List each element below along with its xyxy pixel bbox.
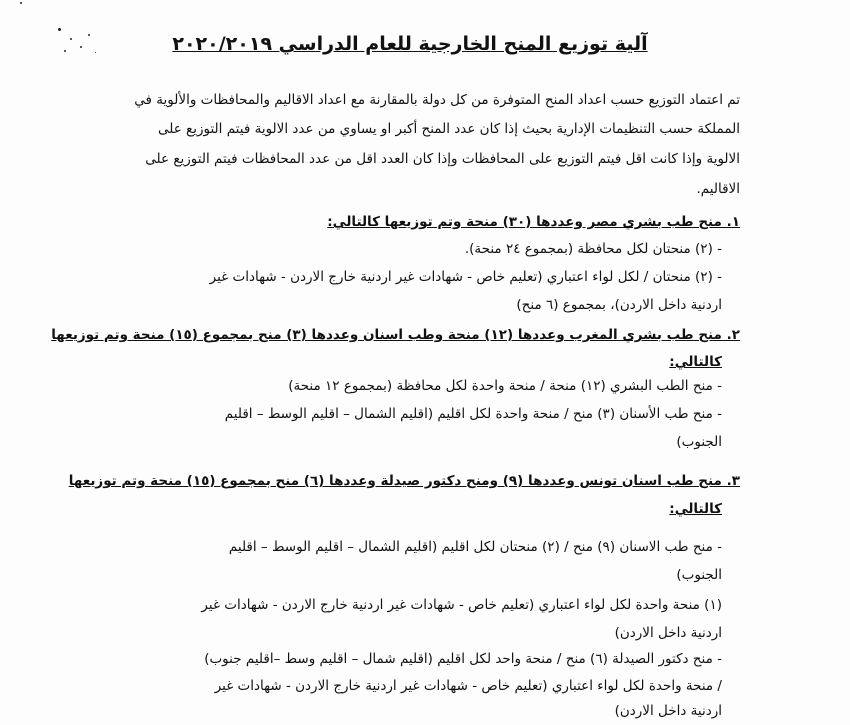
- section-3-heading: كالتالي:: [669, 501, 722, 517]
- section-2-heading: كالتالي:: [669, 354, 722, 370]
- intro-line: المملكة حسب التنظيمات الإدارية بحيث إذا كان عدد المنح أكبر او يساوي من عدد الالوية فيتم التوزيع على: [157, 121, 740, 137]
- section-3-item: الجنوب): [676, 567, 722, 583]
- section-3-item: - منح طب الاسنان (٩) منح / (٢) منحتان لكل اقليم (اقليم الشمال – اقليم الوسط – اقليم: [228, 539, 722, 555]
- section-2-heading: ٢. منح طب بشري المغرب وعددها (١٢) منحة وطب اسنان وعددها (٣) منح بمجموع (١٥) منحة وتم توزيعها: [51, 327, 740, 343]
- scan-speck: [20, 2, 22, 4]
- section-1-item: - (٢) منحتان / لكل لواء اعتباري (تعليم خاص - شهادات غير اردنية خارج الاردن - شهادات غير: [209, 269, 722, 285]
- section-2-item: - منح الطب البشري (١٢) منحة / منحة واحدة لكل محافظة (بمجموع ١٢ منحة): [288, 378, 722, 394]
- section-3-item: - منح دكتور الصيدلة (٦) منح / منحة واحد لكل اقليم (اقليم شمال – اقليم وسط –اقليم جنوب): [204, 651, 722, 667]
- intro-line: الاقاليم.: [696, 181, 740, 197]
- section-1-item: اردنية داخل الاردن)، بمجموع (٦ منح): [516, 297, 722, 313]
- section-1-item: - (٢) منحتان لكل محافظة (بمجموع ٢٤ منحة).: [464, 241, 722, 257]
- scan-speck: [70, 38, 72, 40]
- document-title: آلية توزيع المنح الخارجية للعام الدراسي ٢٠٢٠/٢٠١٩: [172, 33, 648, 55]
- section-3-heading: ٣. منح طب اسنان تونس وعددها (٩) ومنح دكتور صيدلة وعددها (٦) منح بمجموع (١٥) منحة وتم توزيعها: [68, 473, 740, 489]
- intro-line: الالوية وإذا كانت اقل فيتم التوزيع على المحافظات وإذا كان العدد اقل من عدد المحافظات فيتم التوزيع على: [145, 151, 740, 167]
- intro-line: تم اعتماد التوزيع حسب اعداد المنح المتوفرة من كل دولة بالمقارنة مع اعداد الاقاليم والمحافظات والألوية في: [134, 92, 740, 108]
- section-3-item: اردنية داخل الاردن): [614, 703, 722, 719]
- section-3-item: اردنية داخل الاردن): [614, 625, 722, 641]
- scan-speck: [80, 46, 82, 48]
- section-2-item: الجنوب): [676, 434, 722, 450]
- scan-speck: [64, 50, 66, 52]
- section-3-item: / منحة واحدة لكل لواء اعتباري (تعليم خاص - شهادات غير اردنية خارج الاردن - شهادات غير: [214, 678, 722, 694]
- scan-speck: [95, 52, 96, 53]
- scan-speck: [58, 28, 61, 31]
- scan-speck: [88, 34, 90, 36]
- section-2-item: - منح طب الأسنان (٣) منح / منحة واحدة لكل اقليم (اقليم الشمال – اقليم الوسط – اقليم: [224, 406, 722, 422]
- section-1-heading: ١. منح طب بشري مصر وعددها (٣٠) منحة وتم توزيعها كالتالي:: [327, 214, 740, 230]
- section-3-item: (١) منحة واحدة لكل لواء اعتباري (تعليم خاص - شهادات غير اردنية خارج الاردن - شهادات غير: [201, 597, 722, 613]
